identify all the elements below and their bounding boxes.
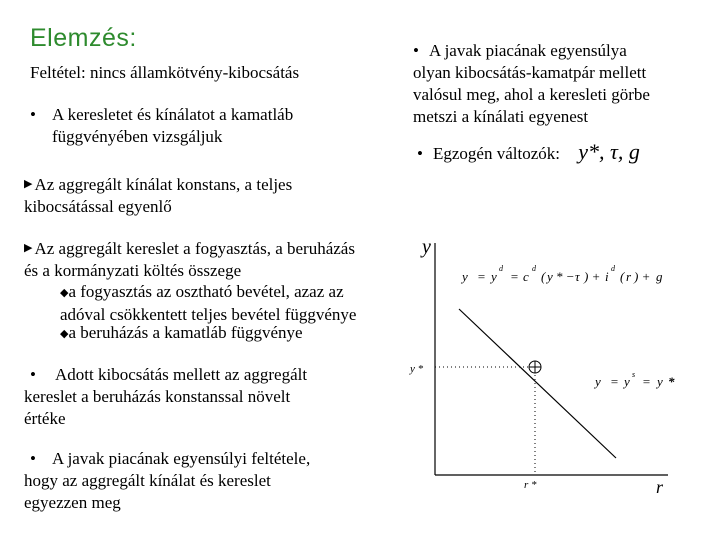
left-bullet-3-line-3: egyezzen meg <box>24 493 121 512</box>
right-bullet-1-line-2: olyan kibocsátás-kamatpár mellett <box>413 63 647 82</box>
sub-item-1-line-1: a fogyasztás az osztható bevétel, azaz az <box>68 282 344 301</box>
svg-text:c: c <box>523 269 529 284</box>
market-graph <box>400 225 700 510</box>
left-bullet-2-line-2: kereslet a beruházás konstanssal növelt <box>24 387 291 406</box>
svg-text:=: = <box>510 269 519 284</box>
svg-text:=: = <box>642 374 651 389</box>
svg-text:i: i <box>605 269 609 284</box>
svg-text:d: d <box>499 264 503 273</box>
demand-curve <box>459 309 616 458</box>
demand-equation <box>460 264 663 284</box>
right-bullet-1-line-1: A javak piacának egyensúlya <box>429 41 627 60</box>
diamond-bullet-icon: ◆ <box>60 287 69 299</box>
svg-text:y: y <box>491 269 497 284</box>
y-axis-label: y <box>422 236 431 258</box>
exogenous-variables: y*, τ, g <box>578 139 640 164</box>
svg-text:y: y <box>547 269 553 284</box>
r-star-label: r * <box>524 479 537 491</box>
svg-text:d: d <box>611 264 615 273</box>
left-bullet-1-line-2: függvényében vizsgáljuk <box>52 127 223 146</box>
right-bullet-2 <box>417 141 640 165</box>
svg-text:y: y <box>657 374 663 389</box>
svg-text:=: = <box>477 269 486 284</box>
bullet-dot-icon: • <box>30 365 36 384</box>
left-arrow-item-2 <box>24 237 355 282</box>
left-arrow-1-line-2: kibocsátással egyenlő <box>24 197 172 216</box>
arrow-bullet-icon: ▶ <box>24 242 33 254</box>
supply-equation <box>593 370 675 389</box>
left-bullet-1 <box>30 104 293 148</box>
svg-text:(: ( <box>541 269 546 284</box>
svg-text:τ: τ <box>575 269 580 284</box>
left-arrow-item-1 <box>24 173 292 218</box>
left-arrow-1-line-1: Az aggregált kínálat konstans, a teljes <box>34 175 293 194</box>
sub-item-2 <box>60 322 303 345</box>
svg-text:(: ( <box>620 269 625 284</box>
condition-text: Feltétel: nincs államkötvény-kibocsátás <box>30 63 300 82</box>
left-bullet-3 <box>24 448 311 514</box>
y-star-label: y * <box>410 363 424 375</box>
arrow-bullet-icon: ▶ <box>24 178 33 190</box>
sub-item-2-text: a beruházás a kamatláb függvénye <box>68 323 303 342</box>
left-bullet-1-line-1: A keresletet és kínálatot a kamatláb <box>52 105 294 124</box>
svg-text:d: d <box>532 264 536 273</box>
diamond-bullet-icon: ◆ <box>60 328 69 340</box>
svg-text:y: y <box>624 374 630 389</box>
svg-text:=: = <box>610 374 619 389</box>
left-arrow-2-line-1: Az aggregált kereslet a fogyasztás, a beruházás <box>34 239 355 258</box>
svg-text:s: s <box>632 370 636 379</box>
equilibrium-point <box>529 361 541 373</box>
sub-item-1 <box>60 281 356 326</box>
svg-text:*: * <box>668 374 675 389</box>
right-bullet-1 <box>413 40 650 128</box>
bullet-dot-icon: • <box>30 105 36 124</box>
svg-text:y: y <box>595 374 601 389</box>
svg-text:r: r <box>626 269 632 284</box>
left-bullet-3-line-2: hogy az aggregált kínálat és kereslet <box>24 471 271 490</box>
left-bullet-2 <box>24 364 308 430</box>
svg-text:) +: ) + <box>584 269 601 284</box>
svg-text:y: y <box>462 269 468 284</box>
svg-text:* −: * − <box>556 269 575 284</box>
left-bullet-2-line-3: értéke <box>24 409 66 428</box>
bullet-dot-icon: • <box>413 41 419 60</box>
right-bullet-1-line-4: metszi a kínálati egyenest <box>413 107 589 126</box>
left-arrow-2-line-2: és a kormányzati költés összege <box>24 261 242 280</box>
svg-text:g: g <box>656 269 663 284</box>
x-axis-label: r <box>656 477 664 497</box>
page-title: Elemzés: <box>30 24 137 52</box>
left-bullet-2-line-1: Adott kibocsátás mellett az aggregált <box>55 365 308 384</box>
right-bullet-1-line-3: valósul meg, ahol a keresleti görbe <box>413 85 650 104</box>
svg-text:) +: ) + <box>634 269 651 284</box>
bullet-dot-icon: • <box>30 449 36 468</box>
bullet-dot-icon: • <box>417 144 423 163</box>
sub-item-1-line-2: adóval csökkentett teljes bevétel függvénye <box>60 305 357 324</box>
left-bullet-3-line-1: A javak piacának egyensúlyi feltétele, <box>52 449 311 468</box>
exogenous-label: Egzogén változók: <box>433 144 560 163</box>
